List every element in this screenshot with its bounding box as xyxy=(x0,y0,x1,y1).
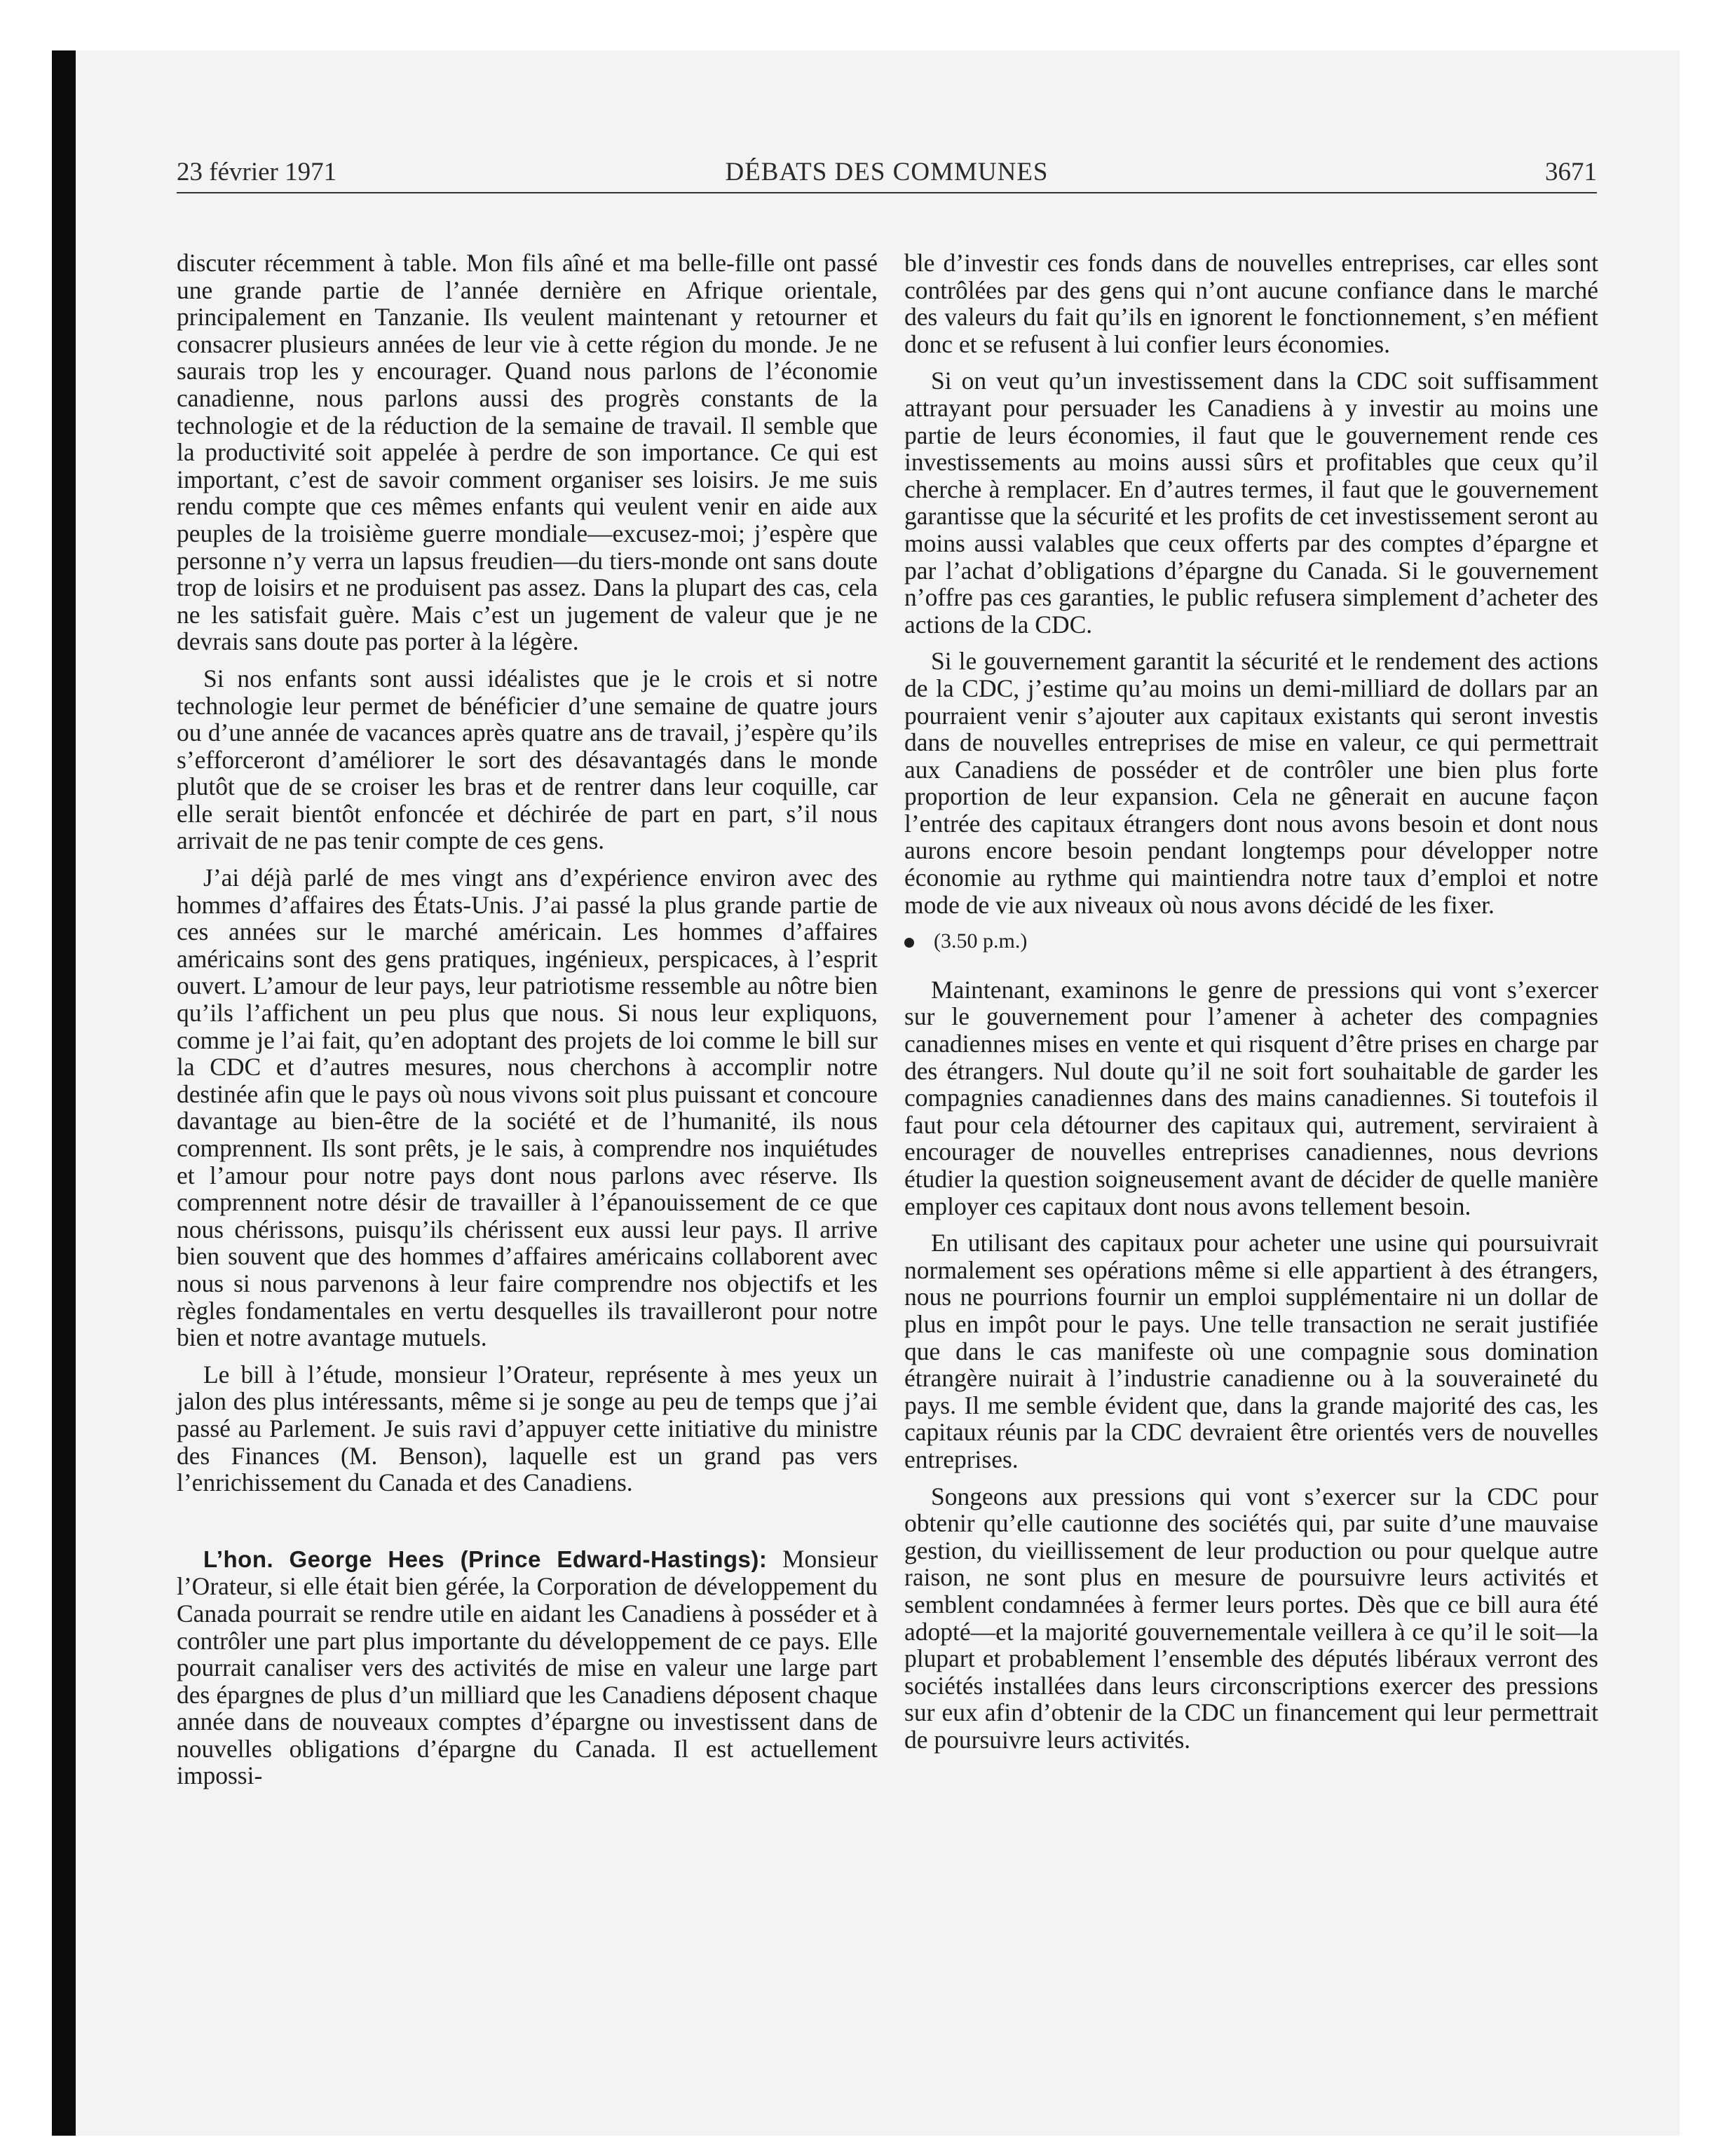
left-column xyxy=(177,250,878,1799)
paragraph: Si nos enfants sont aussi idéalistes que je le crois et si notre technologie leur permet de bénéficier d’une semaine de quatre jours ou d’une année de vacances après quatre ans de travail, j’espère qu’ils s’efforceront d’améliorer le sort des désavantagés dans le monde plutôt que de se croiser les bras et de rentrer dans leur coquille, car elle serait bientôt enfoncée et déchirée de part en part, s’il nous arrivait de ne pas tenir compte de ces gens. xyxy=(177,664,878,855)
speech-paragraph xyxy=(177,1546,878,1789)
paragraph: En utilisant des capitaux pour acheter une usine qui poursuivrait normalement ses opérations même si elle appartient à des étrangers, nous ne pourrions fournir un emploi supplémentaire ni un dollar de plus en impôt pour le pays. Une telle transaction ne serait justifiée que dans le cas manifeste où une compagnie sous domination étrangère nuirait à l’industrie canadienne ou à la souveraineté du pays. Il me semble évident que, dans la grande majorité des cas, les capitaux réunis par la CDC devraient être orientés vers de nouvelles entreprises. xyxy=(904,1229,1598,1473)
paragraph: J’ai déjà parlé de mes vingt ans d’expérience environ avec des hommes d’affaires des États-Unis. J’ai passé la plus grande partie de ces années sur le marché américain. Les hommes d’affaires américains sont des gens pratiques, ingénieux, perspicaces, à l’esprit ouvert. L’amour de leur pays, leur patriotisme ressemble au nôtre bien qu’ils l’affichent un peu plus que nous. Si nous leur expliquons, comme je l’ai fait, qu’en adoptant des projets de loi comme le bill sur la CDC et d’autres mesures, nous cherchons à accomplir notre destinée afin que le pays où nous vivons soit plus puissant et concoure davantage au bien-être de la société et de l’humanité, ils nous comprennent. Ils sont prêts, je le sais, à comprendre nos inquiétudes et l’amour pour notre pays dont nous parlons avec réserve. Ils comprennent notre désir de travailler à l’épanouissement de ce que nous chérissons, puisqu’ils chérissent eux aussi leur pays. Il arrive bien souvent que des hommes d’affaires américains collaborent avec nous si nous parvenons à leur faire comprendre nos objectifs et les règles fondamentales en vertu desquelles ils travailleront pour notre bien et notre avantage mutuels. xyxy=(177,864,878,1352)
paragraph: Si le gouvernement garantit la sécurité et le rendement des actions de la CDC, j’estime qu’au moins un demi-milliard de dollars par an pourraient venir s’ajouter aux capitaux existants qui seront investis dans de nouvelles entreprises de mise en valeur, ce qui permettrait aux Canadiens de posséder et de contrôler une bien plus forte proportion de leur expansion. Cela ne gênerait en aucune façon l’entrée des capitaux étrangers dont nous avons besoin et dont nous aurons encore besoin pendant longtemps pour développer notre économie au rythme qui maintiendra notre taux d’emploi et notre mode de vie aux niveaux où nous avons décidé de les fixer. xyxy=(904,647,1598,919)
speech-text: Monsieur l’Orateur, si elle était bien gérée, la Corporation de développement du Canada pourrait se rendre utile en aidant les Canadiens à posséder et à contrôler une part plus importante du développement de ce pays. Elle pourrait canaliser vers des activités de mise en valeur une large part des épargnes de plus d’un milliard que les Canadiens déposent chaque année dans de nouveaux comptes d’épargne ou investissent dans de nouvelles obligations d’épargne du Canada. Il est actuellement impossi- xyxy=(177,1544,878,1790)
time-marker-text: (3.50 p.m.) xyxy=(934,929,1028,953)
speaker-name: L’hon. George Hees (Prince Edward-Hastings): xyxy=(203,1546,768,1572)
header-date: 23 février 1971 xyxy=(177,158,337,186)
paragraph: ble d’investir ces fonds dans de nouvelles entreprises, car elles sont contrôlées par des gens qui n’ont aucune confiance dans le marché des valeurs du fait qu’ils en ignorent le fonctionnement, s’en méfient donc et se refusent à lui confier leurs économies. xyxy=(904,249,1598,358)
scan-binding-edge xyxy=(52,50,76,2136)
right-column xyxy=(904,250,1598,1763)
paragraph: Si on veut qu’un investissement dans la CDC soit suffisamment attrayant pour persuader les Canadiens à y investir au moins une partie de leurs économies, il faut que le gouvernement rende ces investissements au moins aussi sûrs et profitables que ceux qu’il cherche à remplacer. En d’autres termes, il faut que le gouvernement garantisse que la sécurité et les profits de cet investissement seront au moins aussi valables que ceux offerts par des comptes d’épargne et par l’achat d’obligations d’épargne du Canada. Si le gouvernement n’offre pas ces garanties, le public refusera simplement d’acheter des actions de la CDC. xyxy=(904,367,1598,639)
header-page-number: 3671 xyxy=(1545,158,1597,186)
header-title: DÉBATS DES COMMUNES xyxy=(725,158,1049,186)
paragraph: Maintenant, examinons le genre de pressions qui vont s’exercer sur le gouvernement pour l’amener à acheter des compagnies canadiennes mises en vente et qui risquent d’être prises en charge par des étrangers. Nul doute qu’il ne soit fort souhaitable de garder les compagnies canadiennes dans des mains canadiennes. Si toutefois il faut pour cela détourner des capitaux qui, autrement, serviraient à encourager de nouvelles entreprises canadiennes, nous devrions étudier la question soigneusement avant de décider de quelle manière employer ces capitaux dont nous avons tellement besoin. xyxy=(904,975,1598,1220)
paragraph: discuter récemment à table. Mon fils aîné et ma belle-fille ont passé une grande partie de l’année dernière en Afrique orientale, principalement en Tanzanie. Ils veulent maintenant y retourner et consacrer plusieurs années de leur vie à cette région du monde. Je ne saurais trop les y encourager. Quand nous parlons de l’économie canadienne, nous parlons aussi des progrès constants de la technologie et de la réduction de la semaine de travail. Il semble que la productivité soit appelée à perdre de son importance. Ce qui est important, c’est de savoir comment organiser ses loisirs. Je me suis rendu compte que ces mêmes enfants qui veulent venir en aide aux peuples de la troisième guerre mondiale—excusez-moi; j’espère que personne n’y verra un lapsus freudien—du tiers-monde ont sans doute trop de loisirs et ne produisent pas assez. Dans la plupart des cas, cela ne les satisfait guère. Mais c’est un jugement de valeur que je ne devrais sans doute pas porter à la légère. xyxy=(177,249,878,656)
page-header xyxy=(177,153,1597,193)
paragraph: Le bill à l’étude, monsieur l’Orateur, représente à mes yeux un jalon des plus intéressants, même si je songe au peu de temps que j’ai passé au Parlement. Je suis ravi d’appuyer cette initiative du ministre des Finances (M. Benson), laquelle est un grand pas vers l’enrichissement du Canada et des Canadiens. xyxy=(177,1360,878,1497)
section-gap xyxy=(177,1506,878,1546)
paragraph: Songeons aux pressions qui vont s’exercer sur la CDC pour obtenir qu’elle cautionne des sociétés qui, par suite d’une mauvaise gestion, du vieillissement de leur production ou pour quelque autre raison, ne sont plus en mesure de poursuivre leurs activités et semblent condamnées à fermer leurs portes. Dès que ce bill aura été adopté—et la majorité gouvernementale veillera à ce qu’il le soit—la plupart et probablement l’ensemble des députés libéraux verront des sociétés installées dans leurs circonscriptions exercer des pressions sur eux afin d’obtenir de la CDC un financement qui leur permettrait de poursuivre leurs activités. xyxy=(904,1482,1598,1754)
bullet-icon xyxy=(904,938,914,948)
time-marker xyxy=(904,928,1598,955)
